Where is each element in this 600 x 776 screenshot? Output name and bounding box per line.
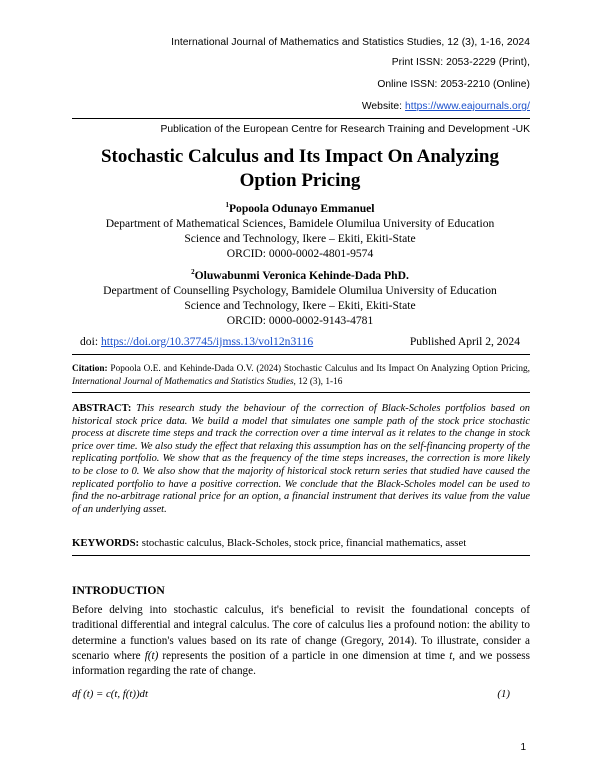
keywords-label: KEYWORDS:: [72, 537, 140, 549]
online-issn: Online ISSN: 2053-2210 (Online): [377, 79, 530, 90]
doi-rule: [72, 354, 530, 355]
author-1-sup: 1: [225, 201, 229, 209]
published-date: Published April 2, 2024: [409, 335, 520, 348]
doi-link[interactable]: https://doi.org/10.37745/ijmss.13/vol12n3116: [100, 335, 314, 348]
author-2-name: $^2$Oluwabunmi Veronica Kehinde-Dada PhD.: [191, 268, 409, 282]
author-1-affiliation-2: Science and Technology, Ikere – Ekiti, Ekiti-State: [184, 232, 416, 245]
keywords: [72, 537, 530, 549]
journal-header-line: International Journal of Mathematics and Statistics Studies, 12 (3), 1-16, 2024: [171, 37, 530, 48]
author-2-affiliation-1: Department of Counselling Psychology, Bamidele Olumilua University of Education: [103, 284, 497, 297]
author-2-affiliation-2: Science and Technology, Ikere – Ekiti, Ekiti-State: [184, 299, 416, 312]
abstract-text: This research study the behaviour of the correction of Black-Scholes portfolios based on historical stock price data. We build a model that simulates one sample path of the stock price stochastic process at discrete time steps and track the correction over a time interval as it relates to the change in stock price over time. We also study the effect that relaxing this assumption has on the self-financing property of the replicating portfolio. We show that as the frequency of the time steps increases, the correction is more likely to be close to 0. We also show that the majority of historical stock return series that studied have caused the replicated portfolio to have a positive correction. We conclude that the Black-Scholes model can be used to find the no-arbitrage rational price for an option, a financial instrument that derives its value from the value of an underlying asset.: [72, 403, 530, 515]
citation: Citation: Popoola O.E. and Kehinde-Dada O.V. (2024) Stochastic Calculus and Its Impact On Analyzing Option Pricing, International Journal of Mathematics and Statistics Studies, 12 (3), 1-16: [72, 364, 530, 387]
title-line-2: Option Pricing: [239, 170, 361, 191]
section-heading: INTRODUCTION: [72, 584, 165, 597]
author-1-affiliation-1: Department of Mathematical Sciences, Bamidele Olumilua University of Education: [105, 217, 495, 230]
print-issn: Print ISSN: 2053-2229 (Print),: [391, 57, 530, 68]
author-2-orcid: ORCID: 0000-0002-9143-4781: [226, 314, 374, 327]
author-1-orcid: ORCID: 0000-0002-4801-9574: [226, 247, 374, 260]
keywords-text: stochastic calculus, Black-Scholes, stock price, financial mathematics, asset: [139, 537, 467, 549]
publisher-line: Publication of the European Centre for Research Training and Development -UK: [160, 124, 530, 135]
page-number: 1: [520, 742, 526, 753]
abstract-label: ABSTRACT:: [72, 403, 132, 414]
doi-line: [80, 335, 520, 348]
abstract: [72, 403, 530, 516]
website-link[interactable]: https://www.eajournals.org/: [405, 101, 530, 112]
citation-rule: [72, 392, 530, 393]
equation-1: [72, 688, 510, 700]
citation-journal: International Journal of Mathematics and Statistics Studies,: [72, 376, 296, 387]
equation-text: df (t) = c(t, f(t))dt: [72, 688, 148, 700]
equation-number: (1): [497, 688, 510, 700]
citation-label: Citation:: [72, 364, 108, 374]
intro-paragraph: Before delving into stochastic calculus, it's beneficial to revisit the foundational concepts of traditional differential and integral calculus. The core of calculus lies a profound notion: the ability to determine a function's values based on its rate of change (Gregory, 2014). To illustrate, consider a scenario where f(t) represents the position of a particle in one dimension at time t, and we possess information regarding the rate of change.: [72, 604, 530, 678]
header-rule: [72, 118, 530, 119]
title-line-1: Stochastic Calculus and Its Impact On Analyzing: [100, 146, 499, 167]
inline-math-ft: f(t): [144, 649, 159, 662]
inline-math-t: t: [449, 649, 453, 662]
doi-label: doi:: [80, 335, 99, 348]
keywords-rule: [72, 555, 530, 556]
author-2-sup: 2: [191, 268, 195, 276]
website-line: [362, 101, 530, 112]
website-label: Website:: [361, 101, 403, 112]
paper-title: [0, 145, 600, 193]
author-1-name: $^1$Popoola Odunayo Emmanuel: [225, 201, 375, 215]
